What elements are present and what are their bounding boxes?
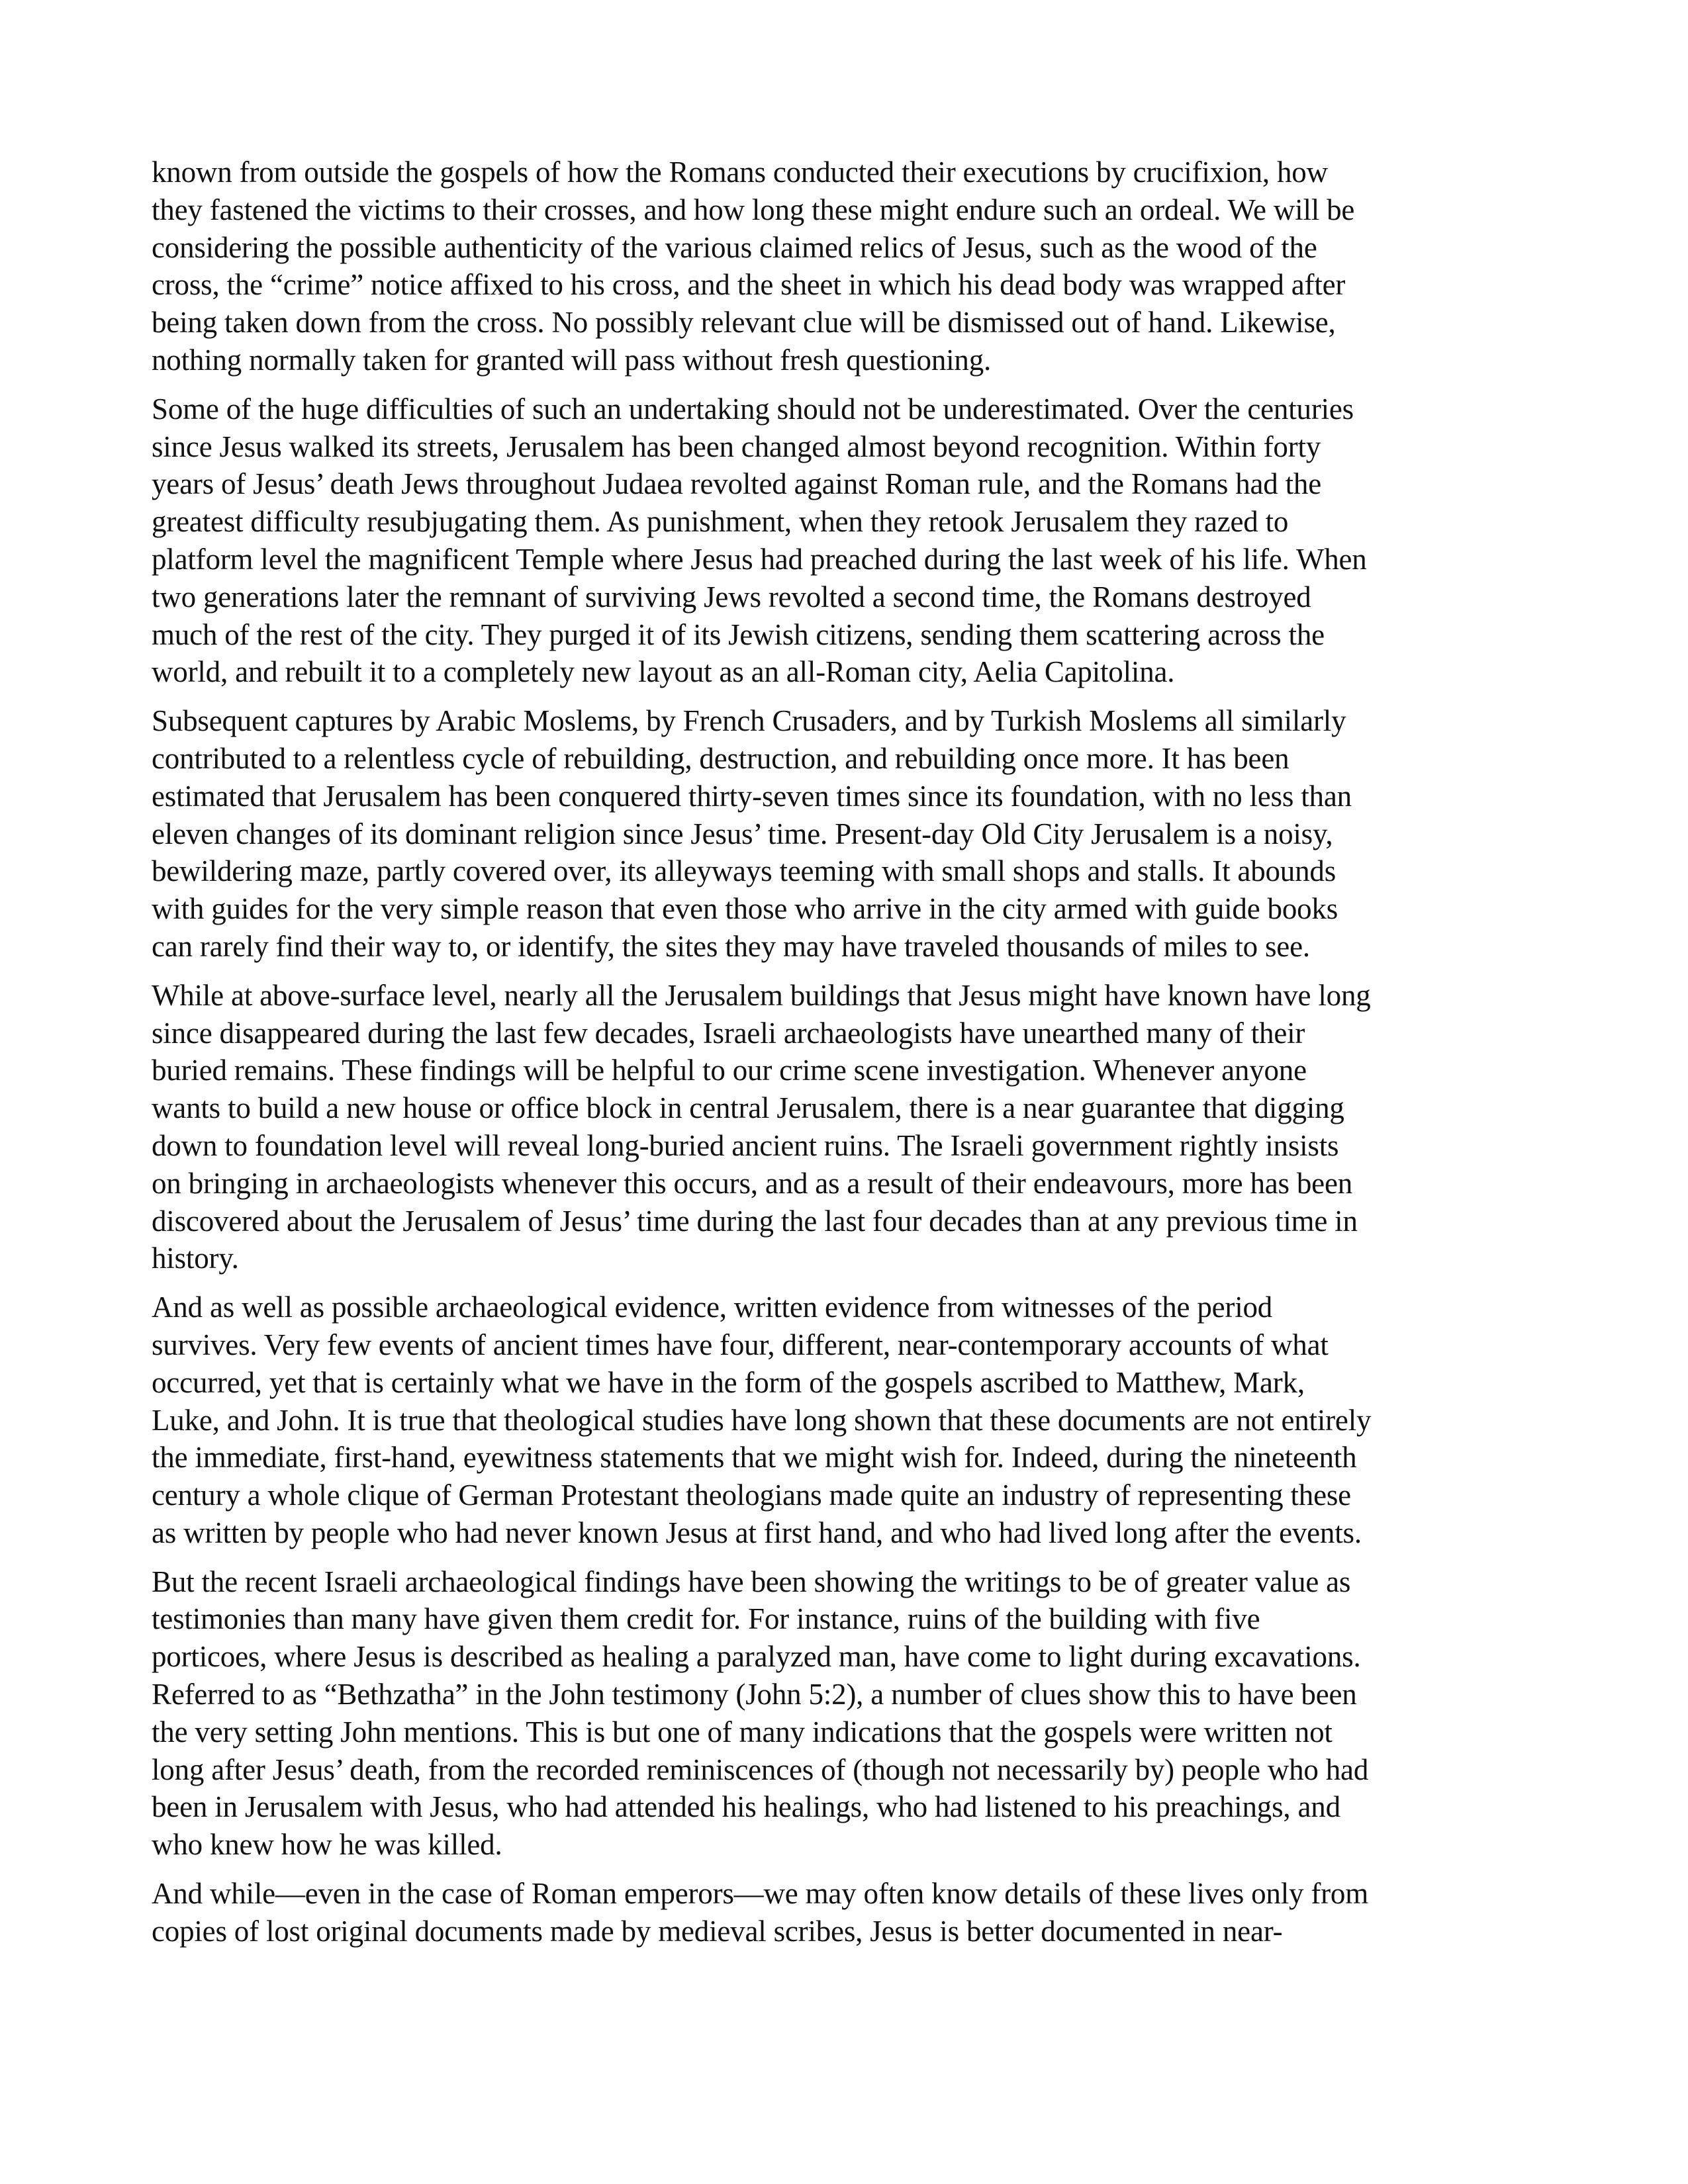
text-line: considering the possible authenticity of the various claimed relics of Jesus, such as the wood of the: [152, 230, 1317, 264]
text-line: who knew how he was killed.: [152, 1828, 502, 1862]
text-line: as written by people who had never known Jesus at first hand, and who had lived long after the events.: [152, 1516, 1362, 1549]
text-line: since Jesus walked its streets, Jerusalem has been changed almost beyond recognition. Within forty: [152, 430, 1321, 463]
text-line: years of Jesus’ death Jews throughout Judaea revolted against Roman rule, and the Romans had the: [152, 467, 1322, 501]
body-text: [152, 154, 1528, 1962]
paragraph: [152, 977, 1528, 1277]
paragraph: [152, 702, 1528, 966]
text-line: occurred, yet that is certainly what we have in the form of the gospels ascribed to Matthew, Mark,: [152, 1365, 1305, 1399]
text-line: long after Jesus’ death, from the recorded reminiscences of (though not necessarily by) people who had: [152, 1752, 1369, 1786]
text-line: And as well as possible archaeological evidence, written evidence from witnesses of the period: [152, 1291, 1273, 1324]
paragraph: [152, 154, 1528, 379]
text-line: world, and rebuilt it to a completely new layout as an all-Roman city, Aelia Capitolina.: [152, 655, 1175, 689]
text-line: discovered about the Jerusalem of Jesus’ time during the last four decades than at any previous time in: [152, 1204, 1358, 1238]
paragraph: [152, 390, 1528, 691]
text-line: platform level the magnificent Temple where Jesus had preached during the last week of his life. When: [152, 542, 1367, 576]
text-line: the immediate, first-hand, eyewitness statements that we might wish for. Indeed, during the nineteenth: [152, 1441, 1357, 1475]
text-line: cross, the “crime” notice affixed to his cross, and the sheet in which his dead body was wrapped after: [152, 268, 1346, 302]
text-line: century a whole clique of German Protestant theologians made quite an industry of representing these: [152, 1479, 1351, 1512]
text-line: While at above-surface level, nearly all the Jerusalem buildings that Jesus might have known have long: [152, 978, 1371, 1012]
text-line: Referred to as “Bethzatha” in the John testimony (John 5:2), a number of clues show this to have been: [152, 1678, 1357, 1711]
text-line: nothing normally taken for granted will pass without fresh questioning.: [152, 343, 992, 377]
text-line: testimonies than many have given them credit for. For instance, ruins of the building with five: [152, 1602, 1260, 1636]
paragraph: [152, 1289, 1528, 1552]
text-line: copies of lost original documents made by medieval scribes, Jesus is better documented in near-: [152, 1914, 1283, 1948]
text-line: Some of the huge difficulties of such an undertaking should not be underestimated. Over the centuries: [152, 392, 1354, 426]
text-line: much of the rest of the city. They purged it of its Jewish citizens, sending them scattering across the: [152, 617, 1325, 651]
text-line: wants to build a new house or office block in central Jerusalem, there is a near guarantee that digging: [152, 1091, 1344, 1125]
text-line: known from outside the gospels of how the Romans conducted their executions by crucifixion, how: [152, 156, 1328, 189]
text-line: on bringing in archaeologists whenever this occurs, and as a result of their endeavours, more has been: [152, 1166, 1353, 1200]
text-line: estimated that Jerusalem has been conquered thirty-seven times since its foundation, with no less than: [152, 779, 1352, 813]
paragraph: [152, 1563, 1528, 1864]
text-line: since disappeared during the last few decades, Israeli archaeologists have unearthed many of their: [152, 1016, 1305, 1050]
text-line: eleven changes of its dominant religion since Jesus’ time. Present-day Old City Jerusalem is a noisy,: [152, 817, 1333, 850]
text-line: survives. Very few events of ancient times have four, different, near-contemporary accounts of what: [152, 1328, 1329, 1361]
paragraph: [152, 1875, 1528, 1950]
text-line: history.: [152, 1242, 239, 1275]
text-line: contributed to a relentless cycle of rebuilding, destruction, and rebuilding once more. It has been: [152, 741, 1289, 775]
text-line: porticoes, where Jesus is described as healing a paralyzed man, have come to light during excavations.: [152, 1640, 1361, 1674]
text-line: with guides for the very simple reason that even those who arrive in the city armed with guide books: [152, 892, 1338, 926]
text-line: Luke, and John. It is true that theological studies have long shown that these documents are not entirely: [152, 1403, 1372, 1437]
text-line: they fastened the victims to their crosses, and how long these might endure such an ordeal. We will be: [152, 193, 1355, 226]
text-line: Subsequent captures by Arabic Moslems, by French Crusaders, and by Turkish Moslems all similarly: [152, 704, 1346, 738]
text-line: And while—even in the case of Roman emperors—we may often know details of these lives only from: [152, 1877, 1369, 1911]
text-line: But the recent Israeli archaeological findings have been showing the writings to be of greater value as: [152, 1565, 1351, 1598]
text-line: the very setting John mentions. This is but one of many indications that the gospels were written not: [152, 1715, 1333, 1749]
text-line: buried remains. These findings will be helpful to our crime scene investigation. Whenever anyone: [152, 1054, 1307, 1087]
text-line: been in Jerusalem with Jesus, who had attended his healings, who had listened to his preachings, and: [152, 1790, 1340, 1824]
text-line: being taken down from the cross. No possibly relevant clue will be dismissed out of hand. Likewise,: [152, 306, 1336, 340]
text-line: can rarely find their way to, or identify, the sites they may have traveled thousands of miles to see.: [152, 929, 1310, 963]
text-line: bewildering maze, partly covered over, its alleyways teeming with small shops and stalls. It abounds: [152, 854, 1336, 888]
text-line: down to foundation level will reveal long-buried ancient ruins. The Israeli government rightly insists: [152, 1128, 1339, 1162]
text-line: greatest difficulty resubjugating them. As punishment, when they retook Jerusalem they razed to: [152, 505, 1289, 539]
text-line: two generations later the remnant of surviving Jews revolted a second time, the Romans destroyed: [152, 580, 1311, 614]
